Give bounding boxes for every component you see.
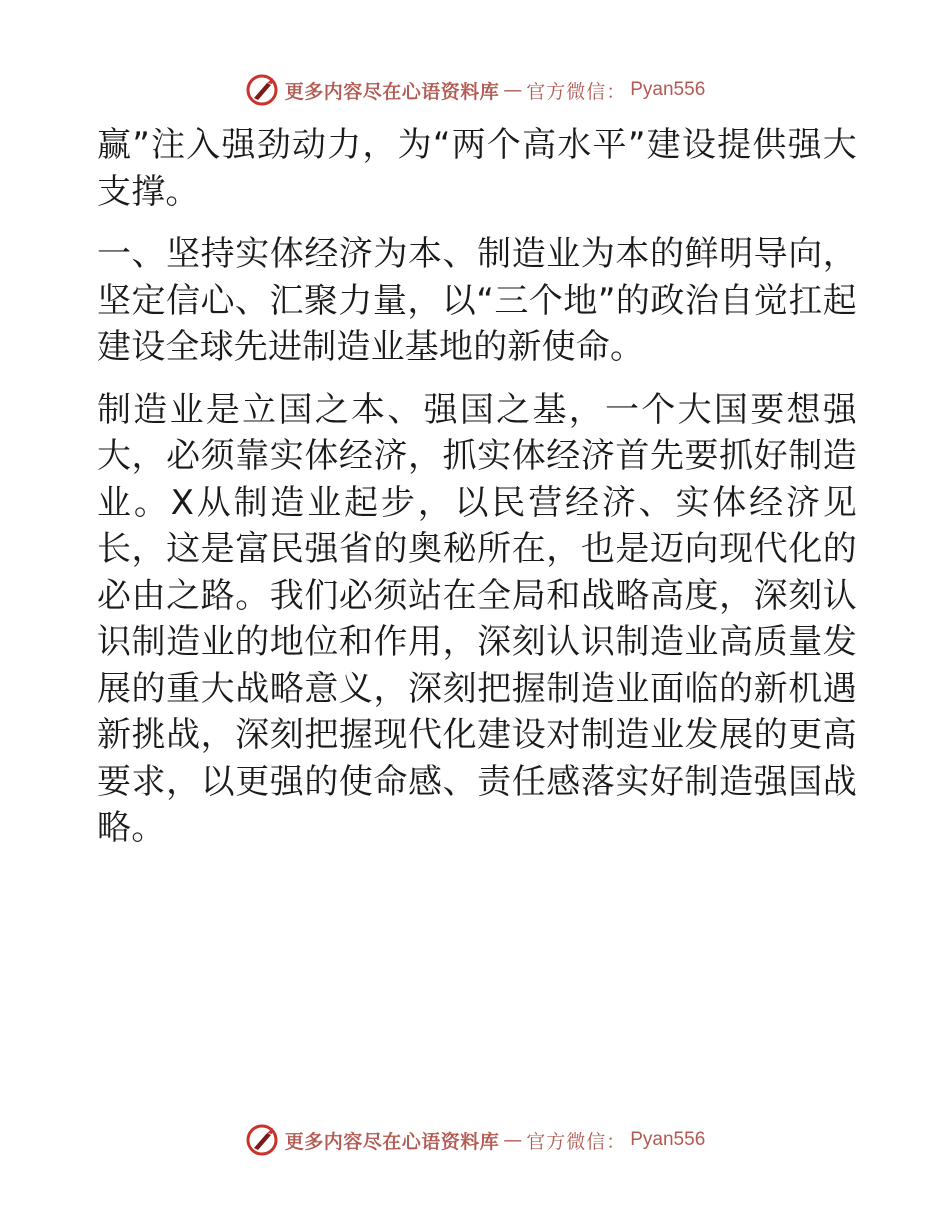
watermark-wechat-id: Pyan556 [630, 79, 706, 100]
footer-watermark [0, 1120, 950, 1160]
watermark-dash: — [503, 1129, 523, 1151]
watermark-wechat-label: 官方微信： [526, 80, 627, 103]
watermark-wechat-label: 官方微信： [526, 1130, 627, 1153]
header-watermark [0, 70, 950, 110]
document-body [97, 122, 857, 852]
paragraph-3: 制造业是立国之本、强国之基，一个大国要想强大，必须靠实体经济，抓实体经济首先要抓好制造业。X从制造业起步，以民营经济、实体经济见长，这是富民强省的奥秘所在，也是迈向现代化的必由之路。我们必须站在全局和战略高度，深刻认识制造业的地位和作用，深刻认识制造业高质量发展的重大战略意义，深刻把握制造业面临的新机遇新挑战，深刻把握现代化建设对制造业发展的更高要求，以更强的使命感、责任感落实好制造强国战略。 [97, 389, 857, 848]
watermark-slogan: 更多内容尽在心语资料库 [284, 80, 500, 103]
watermark-slogan: 更多内容尽在心语资料库 [284, 1130, 500, 1153]
paragraph-1: 赢”注入强劲动力，为“两个高水平”建设提供强大支撑。 [97, 125, 857, 212]
watermark-dash: — [503, 79, 523, 101]
quill-logo-icon [245, 73, 279, 107]
quill-logo-icon [245, 1123, 279, 1157]
paragraph-2: 一、坚持实体经济为本、制造业为本的鲜明导向，坚定信心、汇聚力量，以“三个地”的政治自觉扛起建设全球先进制造业基地的新使命。 [97, 234, 857, 367]
watermark-wechat-id: Pyan556 [630, 1129, 706, 1150]
